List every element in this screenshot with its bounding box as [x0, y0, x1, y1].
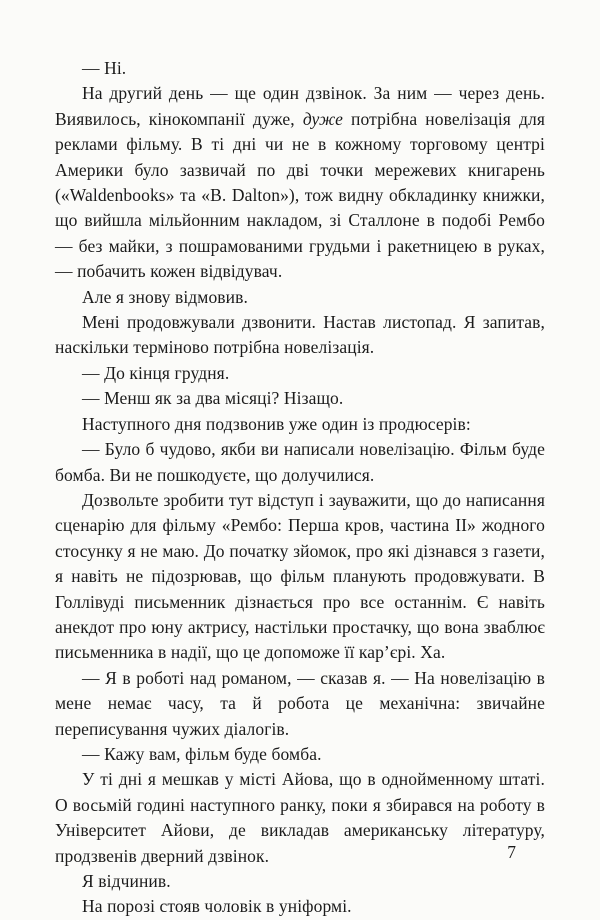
paragraph	[55, 767, 545, 869]
text-block	[55, 56, 545, 920]
text-run: — Я в роботі над романом, — сказав я. — На новелізацію в мене немає часу, та й робота це механічна: звичайне переписування чужих діалогів.	[55, 667, 545, 739]
text-run: Я відчинив.	[82, 871, 171, 891]
italic-text: дуже	[302, 108, 343, 129]
paragraph	[55, 310, 545, 361]
text-run: Мені продовжували дзвонити. Настав листопад. Я запитав, наскільки терміново потрібна новелізація.	[55, 312, 545, 358]
paragraph	[55, 285, 545, 310]
text-run: потрібна новелізація для реклами фільму. В ті дні чи не в кожному торговому центрі Америки було зазвичай по дві точки мережевих книгарень («Waldenbooks» та «B. Dalton»), тож видну обкладинку книжки, що вийшла мільйонним накладом, зі Сталлоне в подобі Рембо — без майки, з пошрамованими грудьми і ракетницею в руках, — побачить кожен відвідувач.	[55, 108, 545, 282]
text-run: — Ні.	[82, 58, 127, 78]
text-run: — Кажу вам, фільм буде бомба.	[82, 743, 322, 764]
text-run: У ті дні я мешкав у місті Айова, що в однойменному штаті. О восьмій годині наступного ранку, поки я збирався на роботу в Університет Айови, де викладав американську літературу, продзвенів дверний дзвінок.	[55, 769, 545, 866]
text-run: — Менш як за два місяці? Нізащо.	[82, 388, 344, 409]
text-run: Дозвольте зробити тут відступ і зауважити, що до написання сценарію для фільму «Рембо: Перша кров, частина II» жодного стосунку я не маю. До початку зйомок, про які дізнався з газети, я навіть не підозрював, що фільм планують продовжувати. В Голлівуді письменник дізнається про все останнім. Є навіть анекдот про юну актрису, настільки простачку, що вона зваблює письменника в надії, що це допоможе її кар’єрі. Ха.	[55, 489, 545, 663]
page-number: 7	[507, 842, 516, 862]
paragraph	[55, 386, 545, 411]
text-run: Але я знову відмовив.	[82, 286, 248, 307]
text-run: — Було б чудово, якби ви написали новелізацію. Фільм буде бомба. Ви не пошкодуєте, що долучилися.	[55, 439, 545, 485]
paragraph	[55, 666, 545, 742]
paragraph	[55, 361, 545, 386]
text-run: Наступного дня подзвонив уже один із продюсерів:	[82, 413, 471, 434]
paragraph	[55, 56, 545, 81]
paragraph	[55, 81, 545, 284]
text-run: На порозі стояв чоловік в уніформі.	[82, 896, 352, 917]
paragraph	[55, 742, 545, 767]
text-run: На другий день — ще один дзвінок. За ним — через день. Виявилось, кінокомпанії дуже,	[55, 83, 545, 129]
paragraph	[55, 488, 545, 666]
paragraph	[55, 894, 545, 919]
paragraph	[55, 869, 545, 894]
paragraph	[55, 412, 545, 437]
text-run: — До кінця грудня.	[82, 362, 230, 383]
paragraph	[55, 437, 545, 488]
